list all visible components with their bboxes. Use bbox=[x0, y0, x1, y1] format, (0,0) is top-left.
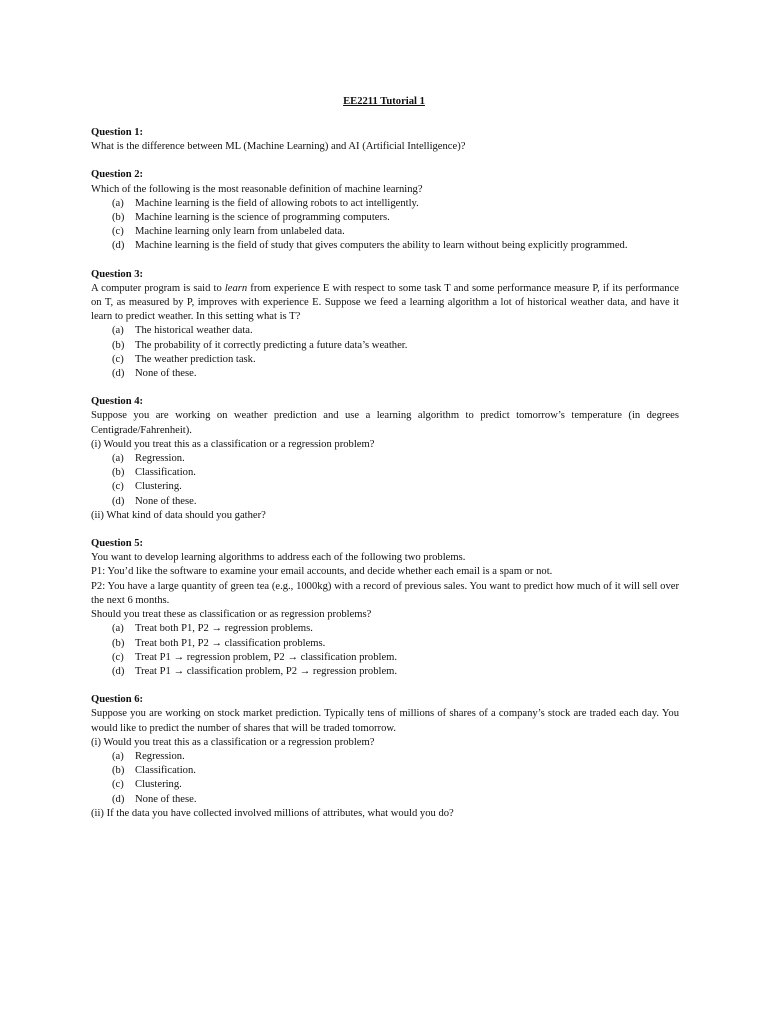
option-text: Machine learning is the field of allowing robots to act intelligently. bbox=[135, 197, 419, 209]
option-label: (a) bbox=[112, 453, 124, 465]
option-text: Machine learning is the science of programming computers. bbox=[135, 212, 390, 224]
question-text: Suppose you are working on stock market prediction. Typically tens of millions of shares of a company’s stock are traded each day. You would like to predict the number of shares that will be traded tomorrow. bbox=[91, 708, 679, 734]
answer-option bbox=[91, 339, 679, 353]
option-label: (d) bbox=[112, 240, 125, 252]
question-text: Which of the following is the most reasonable definition of machine learning? bbox=[91, 183, 423, 195]
option-label: (a) bbox=[112, 623, 124, 635]
question-text: P2: You have a large quantity of green tea (e.g., 1000kg) with a record of previous sales. You want to predict how much of it will sell over the next 6 months. bbox=[91, 580, 679, 606]
option-text: Machine learning only learn from unlabeled data. bbox=[135, 226, 345, 238]
option-text: Classification. bbox=[135, 467, 196, 479]
question-heading: Question 3: bbox=[91, 268, 144, 280]
option-label: (c) bbox=[112, 651, 124, 663]
option-text: Treat both P1, P2 → regression problems. bbox=[135, 623, 313, 635]
question-3 bbox=[91, 268, 679, 382]
option-label: (c) bbox=[112, 779, 124, 791]
option-label: (a) bbox=[112, 325, 124, 337]
option-text: Clustering. bbox=[135, 481, 182, 493]
question-heading: Question 1: bbox=[91, 127, 144, 138]
option-text: Treat both P1, P2 → classification problems. bbox=[135, 637, 326, 649]
option-text: Classification. bbox=[135, 765, 196, 777]
question-text: (i) Would you treat this as a classification or a regression problem? bbox=[91, 736, 375, 748]
question-heading: Question 5: bbox=[91, 538, 144, 550]
option-text: Machine learning is the field of study that gives computers the ability to learn without being explicitly programmed. bbox=[135, 240, 628, 252]
question-text: Suppose you are working on weather prediction and use a learning algorithm to predict tomorrow’s temperature (in degrees Centigrade/Fahrenheit). bbox=[91, 410, 679, 436]
emphasized-term: learn bbox=[224, 282, 248, 294]
option-text: The probability of it correctly predicting a future data’s weather. bbox=[135, 339, 408, 351]
question-text-part: A computer program is said to bbox=[91, 282, 225, 294]
answer-option bbox=[91, 225, 679, 239]
option-label: (b) bbox=[112, 467, 125, 479]
question-text: (ii) If the data you have collected involved millions of attributes, what would you do? bbox=[91, 807, 454, 819]
option-label: (c) bbox=[112, 353, 124, 365]
option-label: (d) bbox=[112, 665, 125, 677]
question-2 bbox=[91, 168, 679, 253]
answer-option bbox=[91, 622, 679, 636]
answer-options bbox=[91, 452, 679, 509]
document-body bbox=[91, 126, 679, 835]
option-label: (a) bbox=[112, 197, 124, 209]
answer-option bbox=[91, 353, 679, 367]
option-text: None of these. bbox=[135, 368, 197, 380]
answer-option bbox=[91, 651, 679, 665]
answer-option bbox=[91, 197, 679, 211]
answer-options bbox=[91, 622, 679, 679]
question-1 bbox=[91, 126, 679, 154]
answer-option bbox=[91, 480, 679, 494]
answer-option bbox=[91, 324, 679, 338]
answer-option bbox=[91, 665, 679, 679]
option-label: (d) bbox=[112, 495, 125, 507]
question-5 bbox=[91, 537, 679, 679]
option-label: (c) bbox=[112, 226, 124, 238]
answer-option bbox=[91, 367, 679, 381]
question-text: P1: You’d like the software to examine your email accounts, and decide whether each email is a spam or not. bbox=[91, 566, 553, 578]
answer-option bbox=[91, 778, 679, 792]
answer-option bbox=[91, 793, 679, 807]
answer-option bbox=[91, 452, 679, 466]
option-text: The weather prediction task. bbox=[135, 353, 256, 365]
question-heading: Question 2: bbox=[91, 169, 144, 181]
option-label: (c) bbox=[112, 481, 124, 493]
question-4 bbox=[91, 395, 679, 523]
answer-option bbox=[91, 239, 679, 253]
option-label: (b) bbox=[112, 339, 125, 351]
option-label: (b) bbox=[112, 637, 125, 649]
option-text: Regression. bbox=[135, 453, 185, 465]
option-text: None of these. bbox=[135, 793, 197, 805]
question-text: Should you treat these as classification or as regression problems? bbox=[91, 609, 372, 621]
answer-option bbox=[91, 495, 679, 509]
option-text: Treat P1 → classification problem, P2 → regression problem. bbox=[135, 665, 398, 677]
option-label: (d) bbox=[112, 368, 125, 380]
answer-options bbox=[91, 750, 679, 807]
question-text: What is the difference between ML (Machine Learning) and AI (Artificial Intelligence)? bbox=[91, 141, 466, 153]
option-label: (d) bbox=[112, 793, 125, 805]
question-text bbox=[91, 282, 679, 325]
answer-option bbox=[91, 750, 679, 764]
option-text: Clustering. bbox=[135, 779, 182, 791]
question-6 bbox=[91, 693, 679, 821]
answer-option bbox=[91, 466, 679, 480]
question-heading: Question 6: bbox=[91, 694, 144, 706]
answer-option bbox=[91, 637, 679, 651]
option-text: The historical weather data. bbox=[135, 325, 253, 337]
option-label: (b) bbox=[112, 765, 125, 777]
option-label: (a) bbox=[112, 750, 124, 762]
answer-options bbox=[91, 197, 679, 254]
answer-option bbox=[91, 764, 679, 778]
option-text: Regression. bbox=[135, 750, 185, 762]
option-label: (b) bbox=[112, 212, 125, 224]
question-text: (ii) What kind of data should you gather? bbox=[91, 509, 266, 521]
document-title: EE2211 Tutorial 1 bbox=[343, 96, 425, 107]
question-heading: Question 4: bbox=[91, 396, 144, 408]
answer-options bbox=[91, 324, 679, 381]
answer-option bbox=[91, 211, 679, 225]
option-text: Treat P1 → regression problem, P2 → classification problem. bbox=[135, 651, 398, 663]
question-text: You want to develop learning algorithms to address each of the following two problems. bbox=[91, 552, 466, 564]
option-text: None of these. bbox=[135, 495, 197, 507]
question-text: (i) Would you treat this as a classification or a regression problem? bbox=[91, 438, 375, 450]
question-text-part: from experience E with respect to some task T and some performance measure P, if its performance on T, as measured by P, improves with experience E. Suppose we feed a learning algorithm a lot of historical weather data, and have it learn to predict weather. In this setting what is T? bbox=[91, 282, 679, 323]
